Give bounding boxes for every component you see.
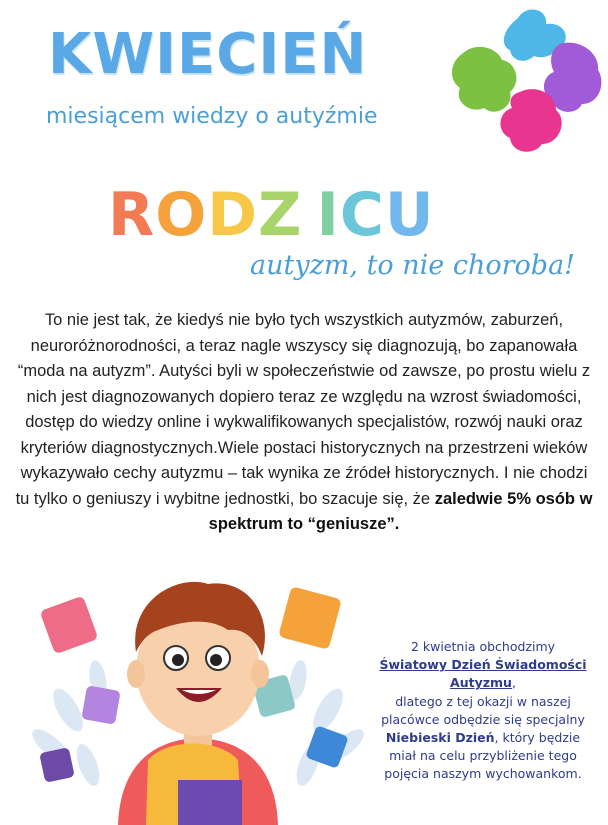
note-comma: , bbox=[511, 675, 516, 691]
note-line: 2 kwietnia obchodzimy bbox=[410, 639, 556, 654]
note-line: , który będzie miał na celu przybliżenie tego pojęcia naszym wychowankom. bbox=[384, 730, 582, 782]
headline-letter: U bbox=[384, 180, 435, 250]
puzzle-cluster-icon bbox=[448, 4, 608, 164]
body-bold-text: zaledwie 5% osób w spektrum to “geniusze”. bbox=[208, 489, 593, 533]
headline-letter: C bbox=[339, 180, 385, 250]
event-note bbox=[378, 638, 588, 784]
headline-rodzicu bbox=[108, 180, 435, 250]
headline-letter: Z bbox=[258, 180, 303, 250]
note-line: dlatego z tej okazji w naszej placówce odbędzie się specjalny bbox=[381, 693, 585, 727]
headline-letter: R bbox=[108, 180, 156, 250]
note-bold: Niebieski Dzień bbox=[385, 730, 495, 746]
headline-letter: I bbox=[316, 180, 340, 250]
boy-illustration bbox=[28, 570, 368, 825]
headline-letter: O bbox=[155, 180, 208, 250]
headline-letter: D bbox=[207, 180, 259, 250]
body-text: To nie jest tak, że kiedyś nie było tych wszystkich autyzmów, zaburzeń, neuroróżnorodności, a teraz nagle wszyscy się diagnozują, bo zapanowała “moda na autyzm”. Autyści byli w społeczeństwie od zawsze, po prostu wielu z nich jest diagnozowanych dopiero teraz ze względu na wzrost świadomości, dostęp do wiedzy online i wykwalifikowanych specjalistów, rozwój nauki oraz kryteriów diagnostycznych.Wiele postaci historycznych na przestrzeni wieków wykazywało cechy autyzmu – tak wynika ze źródeł historycznych. I nie chodzi tu tylko o geniuszy i wybitne jednostki, bo szacuje się, że bbox=[15, 311, 591, 508]
page-subtitle: miesiącem wiedzy o autyźmie bbox=[46, 104, 378, 129]
page-title: KWIECIEŃ bbox=[48, 22, 368, 87]
body-paragraph bbox=[12, 308, 596, 538]
tagline: autyzm, to nie choroba! bbox=[250, 250, 576, 281]
event-link[interactable]: Światowy Dzień Świadomości Autyzmu bbox=[379, 657, 587, 691]
